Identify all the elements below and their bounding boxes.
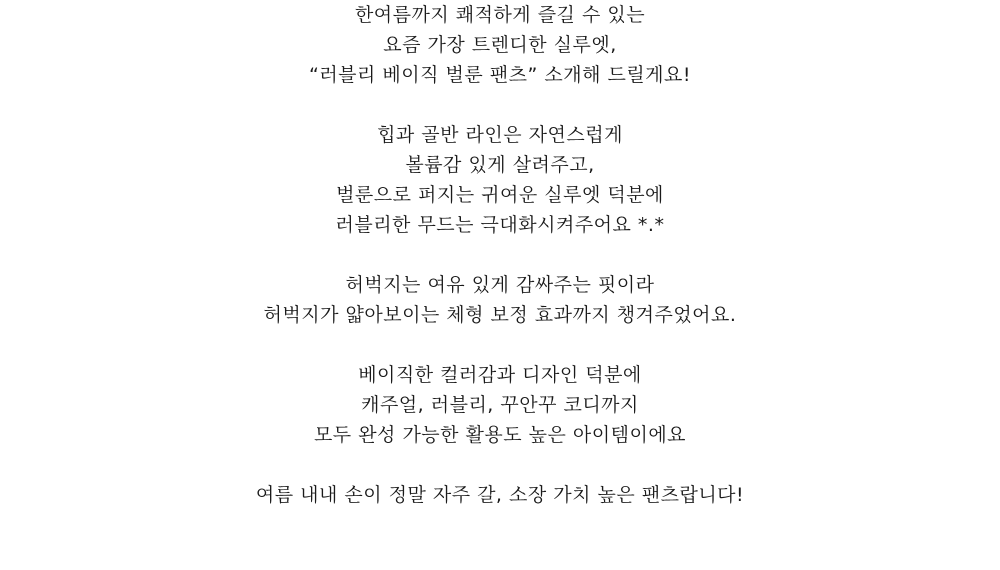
text-line: 허벅지는 여유 있게 감싸주는 핏이라 — [345, 274, 655, 296]
text-line: 허벅지가 얇아보이는 체형 보정 효과까지 챙겨주었어요. — [263, 304, 737, 326]
text-line: 러블리한 무드는 극대화시켜주어요 *.* — [335, 214, 665, 236]
text-line: 모두 완성 가능한 활용도 높은 아이템이에요 — [313, 424, 687, 446]
silhouette-paragraph — [0, 120, 1000, 240]
closing-paragraph — [0, 480, 1000, 510]
fit-paragraph — [0, 270, 1000, 330]
text-line: 볼륨감 있게 살려주고, — [405, 154, 595, 176]
text-line: 요즘 가장 트렌디한 실루엣, — [383, 34, 617, 56]
styling-paragraph — [0, 360, 1000, 450]
intro-paragraph — [0, 0, 1000, 90]
text-line: “러블리 베이직 벌룬 팬츠” 소개해 드릴게요! — [308, 64, 692, 86]
text-line: 한여름까지 쾌적하게 즐길 수 있는 — [354, 4, 646, 26]
text-line: 힙과 골반 라인은 자연스럽게 — [377, 124, 623, 146]
text-line: 캐주얼, 러블리, 꾸안꾸 코디까지 — [361, 394, 639, 416]
text-line: 베이직한 컬러감과 디자인 덕분에 — [358, 364, 642, 386]
text-line: 벌룬으로 퍼지는 귀여운 실루엣 덕분에 — [336, 184, 664, 206]
text-line: 여름 내내 손이 정말 자주 갈, 소장 가치 높은 팬츠랍니다! — [255, 484, 745, 506]
